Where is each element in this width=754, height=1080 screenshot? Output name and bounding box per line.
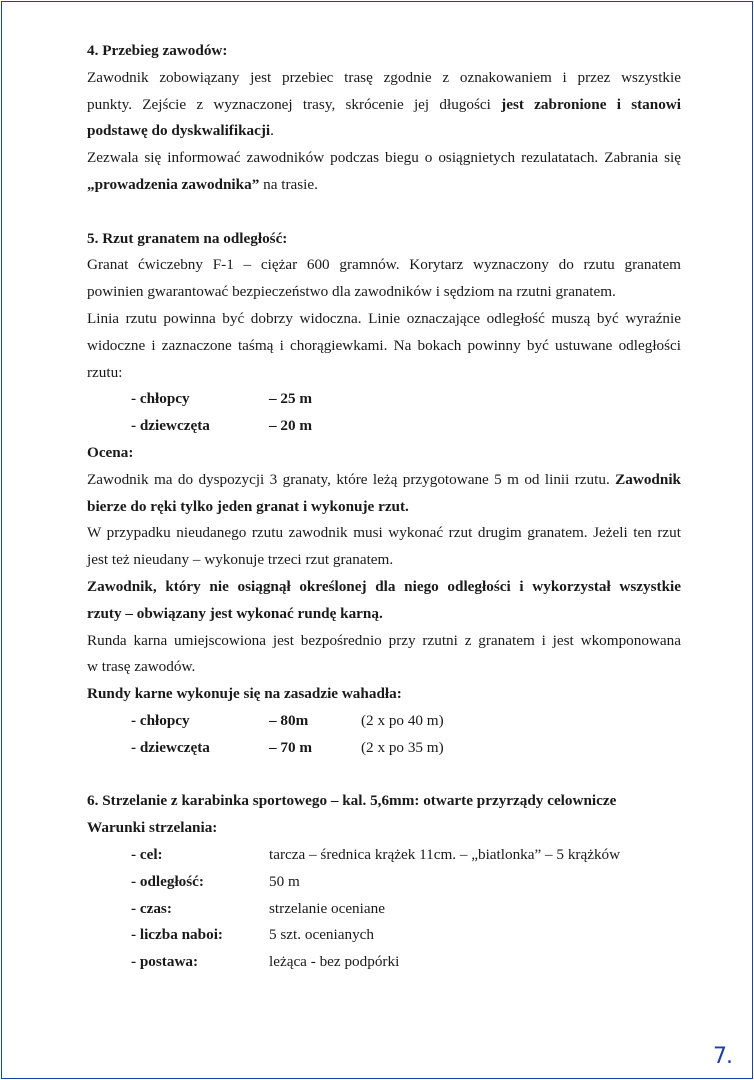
section-5-heading: 5. Rzut granatem na odległość: [87,229,288,247]
s4-text: na trasie. [259,175,318,193]
condition-row [131,896,681,923]
condition-row [131,949,681,976]
condition-label: - czas: [131,899,172,917]
rundy-karne-heading: Rundy karne wykonuje się na zasadzie wahadła: [87,685,402,703]
s5-line-3: Linia rzutu powinna być dobrzy widoczna. Linie oznaczające odległość muszą być wyraźnie [87,309,681,327]
distance-value: – 25 m [269,390,313,408]
ocena-line-2: bierze do ręki tylko jeden granat i wykonuje rzut. [87,497,409,515]
distance-row [131,386,681,413]
s4-paragraph-1-line-1: Zawodnik zobowiązany jest przebiec trasę zgodnie z oznakowaniem i przez wszystkie [87,68,681,86]
condition-label: - postawa: [131,953,199,971]
distance-label: - dziewczęta [131,417,210,435]
s4-bold-text: podstawę do dyskwalifikacji [87,122,271,140]
s5-line-1: Granat ćwiczebny F-1 – ciężar 600 gramnów. Korytarz wyznaczony do rzutu granatem [87,256,681,274]
distance-row [131,413,681,440]
ocena-heading: Ocena: [87,443,134,461]
ocena-line-3: W przypadku nieudanego rzutu zawodnik musi wykonać rzut drugim granatem. Jeżeli ten rzut [87,524,681,542]
ocena-line-7: Runda karna umiejscowiona jest bezpośrednio przy rzutni z granatem i jest wkomponowana [87,631,681,649]
condition-value: 5 szt. ocenianych [269,926,375,944]
s4-bold-text: „prowadzenia zawodnika” [87,175,260,193]
penalty-label: - chłopcy [131,711,190,729]
ocena-line-4: jest też nieudany – wykonuje trzeci rzut granatem. [87,551,394,569]
condition-row [131,869,681,896]
s4-paragraph-2-line-1: Zezwala się informować zawodników podczas biegu o osiągnietych rezulatatach. Zabrania się [87,149,681,167]
distance-value: – 20 m [269,417,313,435]
s4-period: . [270,122,274,140]
ocena-text: Zawodnik ma do dyspozycji 3 granaty, które leżą przygotowane 5 m od linii rzutu. [87,470,616,488]
s4-text: punkty. Zejście z wyznaczonej trasy, skrócenie jej długości [87,95,502,113]
condition-value: strzelanie oceniane [269,899,385,917]
section-6-heading: 6. Strzelanie z karabinka sportowego – kal. 5,6mm: otwarte przyrządy celownicze [87,792,617,810]
s6-subheading: Warunki strzelania: [87,819,218,837]
s4-bold-text: jest zabronione i stanowi [501,95,681,113]
condition-row [131,842,681,869]
penalty-label: - dziewczęta [131,738,210,756]
penalty-value: – 70 m [269,738,313,756]
section-4-heading: 4. Przebieg zawodów: [87,42,228,59]
ocena-line-8: w trasę zawodów. [87,658,196,676]
ocena-line-1 [87,467,681,494]
penalty-row [131,708,681,735]
ocena-line-5: Zawodnik, który nie osiągnął określonej dla niego odległości i wykorzystał wszystkie [87,577,681,595]
penalty-note: (2 x po 40 m) [361,711,444,729]
document-page [87,38,681,976]
condition-label: - odległość: [131,872,204,890]
s4-paragraph-2-line-2 [87,172,681,199]
s4-paragraph-1-line-2 [87,92,681,119]
page-number: 7. [713,1044,732,1069]
penalty-note: (2 x po 35 m) [361,738,444,756]
s5-line-5: rzutu: [87,363,123,381]
s5-line-4: widoczne i zaznaczone taśmą i chorągiewkami. Na bokach powinny być ustuwane odległości [87,336,681,354]
penalty-value: – 80m [269,711,309,729]
ocena-bold-text: Zawodnik [615,470,681,488]
s5-line-2: powinien gwarantować bezpieczeństwo dla zawodników i sędziom na rzutni granatem. [87,283,616,301]
condition-label: - liczba naboi: [131,926,223,944]
penalty-row [131,735,681,762]
ocena-line-6: rzuty – obwiązany jest wykonać rundę karną. [87,604,383,622]
distance-label: - chłopcy [131,390,190,408]
condition-value: leżąca - bez podpórki [269,953,400,971]
condition-row [131,922,681,949]
condition-value: tarcza – średnica krążek 11cm. – „biatlonka” – 5 krążków [269,845,621,863]
condition-value: 50 m [269,872,300,890]
s4-paragraph-1-line-3 [87,118,681,145]
condition-label: - cel: [131,845,163,863]
